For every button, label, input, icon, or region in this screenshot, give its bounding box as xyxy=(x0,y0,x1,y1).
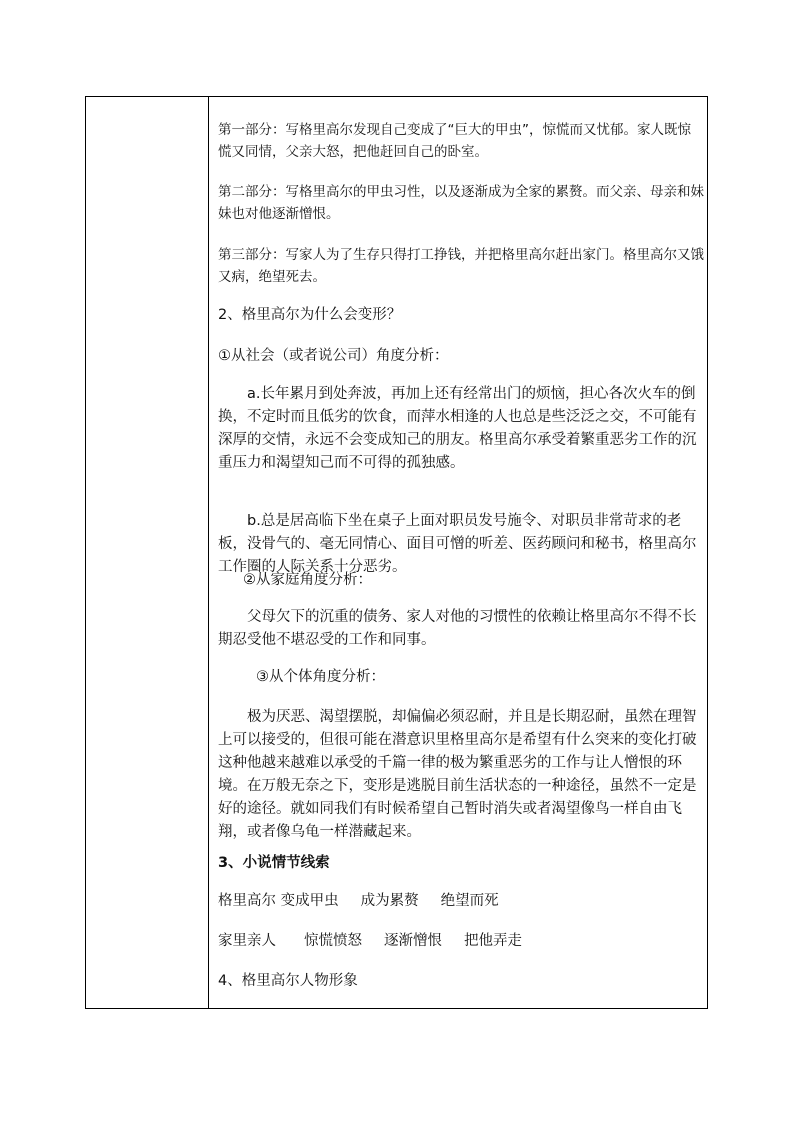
plot-line2-item: 惊慌愤怒 xyxy=(304,933,362,949)
plot-line-protagonist xyxy=(218,890,704,913)
plot-line1-item: 成为累赘 xyxy=(360,893,419,909)
part1-paragraph: 第一部分：写格里高尔发现自己变成了“巨大的甲虫”，惊慌而又忧郁。家人既惊慌又同情，父亲大怒，把他赶回自己的卧室。 xyxy=(218,122,691,160)
social-angle-heading: ①从社会（或者说公司）角度分析： xyxy=(218,348,449,364)
family-angle-heading: ②从家庭角度分析： xyxy=(243,572,372,588)
content-table xyxy=(85,96,708,1009)
part2-paragraph: 第二部分：写格里高尔的甲虫习性，以及逐渐成为全家的累赘。而父亲、母亲和妹妹也对他逐渐憎恨。 xyxy=(218,184,704,222)
right-column-cell xyxy=(209,97,707,1008)
part3-paragraph: 第三部分：写家人为了生存只得打工挣钱，并把格里高尔赶出家门。格里高尔又饿又病，绝望死去。 xyxy=(218,247,704,285)
plot-line2-item: 家里亲人 xyxy=(218,933,276,949)
plot-line2-item: 把他弄走 xyxy=(464,933,522,949)
question3-heading: 3、小说情节线索 xyxy=(218,855,330,871)
left-column-cell xyxy=(86,97,209,1008)
social-point-a: a.长年累月到处奔波，再加上还有经常出门的烦恼，担心各次火车的倒换，不定时而且低劣的饮食，而萍水相逢的人也总是些泛泛之交，不可能有深厚的交情，永远不会变成知己的朋友。格里高尔承受着繁重恶劣工作的沉重压力和渴望知己而不可得的孤独感。 xyxy=(218,386,697,471)
family-paragraph: 父母欠下的沉重的债务、家人对他的习惯性的依赖让格里高尔不得不长期忍受他不堪忍受的工作和同事。 xyxy=(218,609,697,648)
plot-line-family xyxy=(218,930,704,953)
plot-line1-item: 格里高尔 变成甲虫 xyxy=(218,893,339,909)
plot-line1-item: 绝望而死 xyxy=(440,893,499,909)
plot-line2-item: 逐渐憎恨 xyxy=(384,933,442,949)
individual-angle-heading: ③从个体角度分析： xyxy=(256,669,385,685)
social-point-b: b.总是居高临下坐在桌子上面对职员发号施令、对职员非常苛求的老板，没骨气的、毫无同情心、面目可憎的听差、医药顾问和秘书，格里高尔工作圈的人际关系十分恶劣。 xyxy=(218,513,697,575)
individual-paragraph: 极为厌恶、渴望摆脱，却偏偏必须忍耐，并且是长期忍耐，虽然在理智上可以接受的，但很可能在潜意识里格里高尔是希望有什么突来的变化打破这种他越来越难以承受的千篇一律的极为繁重恶劣的工作与让人憎恨的环境。在万般无奈之下，变形是逃脱目前生活状态的一种途径，虽然不一定是好的途径。就如同我们有时候希望自己暂时消失或者渴望像鸟一样自由飞翔，或者像乌龟一样潜藏起来。 xyxy=(218,709,697,840)
question2-heading: 2、格里高尔为什么会变形？ xyxy=(218,307,402,323)
question4-heading: 4、格里高尔人物形象 xyxy=(218,973,358,989)
